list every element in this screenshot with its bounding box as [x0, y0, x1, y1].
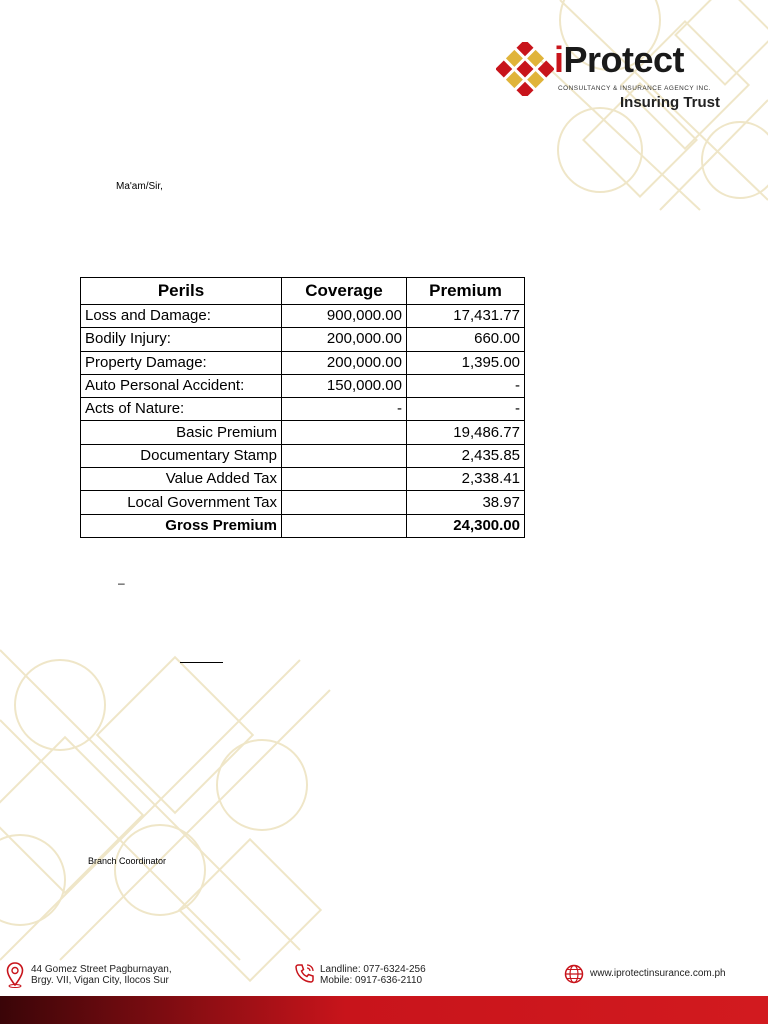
address-line-1: 44 Gomez Street Pagburnayan,	[31, 964, 172, 975]
peril-cell: Property Damage:	[81, 351, 282, 374]
logo-tagline: Insuring Trust	[620, 94, 721, 111]
peril-cell: Bodily Injury:	[81, 328, 282, 351]
landline-text: Landline: 077-6324-256	[320, 964, 426, 975]
summary-premium: 2,435.85	[407, 444, 525, 467]
header-premium: Premium	[407, 278, 525, 305]
summary-coverage-empty	[282, 491, 407, 514]
table-row	[81, 328, 525, 351]
table-row	[81, 305, 525, 328]
total-label: Gross Premium	[81, 514, 282, 537]
premium-cell: 660.00	[407, 328, 525, 351]
table-row	[81, 374, 525, 397]
peril-cell: Acts of Nature:	[81, 398, 282, 421]
signature-underline	[180, 662, 223, 663]
mobile-text: Mobile: 0917-636-2110	[320, 975, 423, 986]
summary-premium: 2,338.41	[407, 468, 525, 491]
dash-mark: –	[118, 576, 125, 590]
coverage-cell: 150,000.00	[282, 374, 407, 397]
logo-wordmark-rest: Protect	[563, 39, 685, 80]
logo-wordmark-prefix: i	[554, 39, 564, 80]
total-row	[81, 514, 525, 537]
summary-coverage-empty	[282, 444, 407, 467]
company-logo	[496, 40, 736, 120]
address-line-2: Brgy. VII, Vigan City, Ilocos Sur	[31, 975, 169, 986]
coverage-cell: 900,000.00	[282, 305, 407, 328]
table-row	[81, 398, 525, 421]
footer-website[interactable]: www.iprotectinsurance.com.ph	[590, 968, 726, 979]
globe-icon	[564, 964, 584, 984]
footer-phone	[320, 964, 426, 986]
summary-row	[81, 491, 525, 514]
summary-coverage-empty	[282, 468, 407, 491]
total-coverage-empty	[282, 514, 407, 537]
signatory-title: Branch Coordinator	[88, 856, 167, 866]
logo-mark-icon	[496, 42, 554, 96]
coverage-cell: 200,000.00	[282, 351, 407, 374]
summary-row	[81, 421, 525, 444]
peril-cell: Loss and Damage:	[81, 305, 282, 328]
salutation: Ma'am/Sir,	[116, 181, 163, 192]
table-row	[81, 351, 525, 374]
summary-premium: 19,486.77	[407, 421, 525, 444]
perils-table	[80, 277, 525, 538]
premium-cell: -	[407, 374, 525, 397]
coverage-cell: 200,000.00	[282, 328, 407, 351]
phone-icon	[294, 962, 316, 984]
coverage-cell: -	[282, 398, 407, 421]
summary-label: Documentary Stamp	[81, 444, 282, 467]
footer-address	[31, 964, 172, 986]
summary-coverage-empty	[282, 421, 407, 444]
logo-subtitle: CONSULTANCY & INSURANCE AGENCY INC.	[558, 85, 712, 92]
summary-premium: 38.97	[407, 491, 525, 514]
total-premium: 24,300.00	[407, 514, 525, 537]
footer-bar	[0, 996, 768, 1024]
peril-cell: Auto Personal Accident:	[81, 374, 282, 397]
location-pin-icon	[6, 962, 24, 988]
summary-row	[81, 468, 525, 491]
premium-cell: 17,431.77	[407, 305, 525, 328]
summary-row	[81, 444, 525, 467]
summary-label: Value Added Tax	[81, 468, 282, 491]
premium-cell: 1,395.00	[407, 351, 525, 374]
header-coverage: Coverage	[282, 278, 407, 305]
summary-label: Basic Premium	[81, 421, 282, 444]
header-perils: Perils	[81, 278, 282, 305]
premium-cell: -	[407, 398, 525, 421]
summary-label: Local Government Tax	[81, 491, 282, 514]
logo-wordmark	[554, 40, 684, 80]
table-header-row	[81, 278, 525, 305]
